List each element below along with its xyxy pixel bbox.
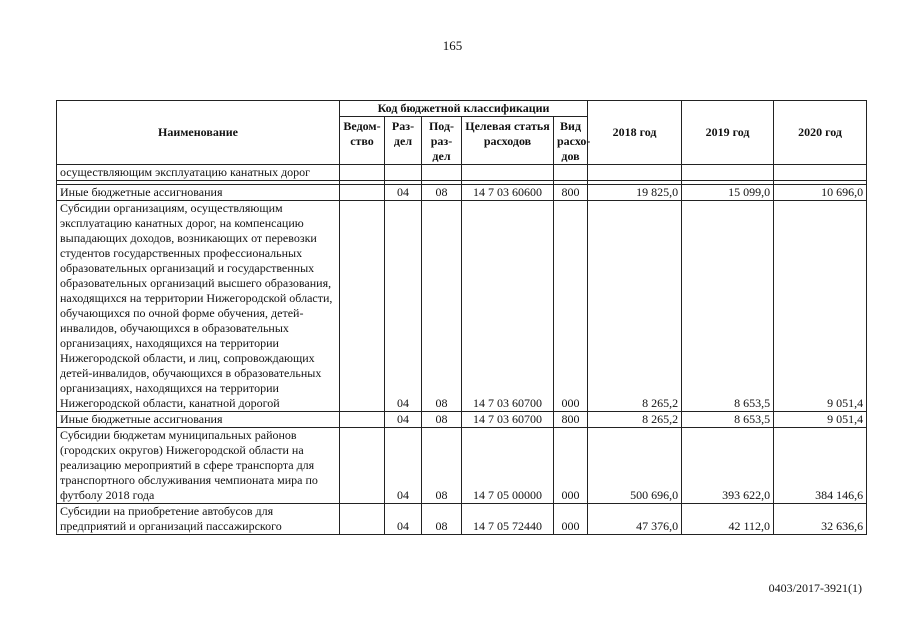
row-razdel: 04 <box>385 412 422 428</box>
row-2019: 393 622,0 <box>682 428 774 504</box>
row-vid: 800 <box>554 412 588 428</box>
row-2018: 8 265,2 <box>588 201 682 412</box>
header-2018: 2018 год <box>588 101 682 165</box>
row-name: Иные бюджетные ассигнования <box>57 412 340 428</box>
row-podrazdel: 08 <box>422 201 462 412</box>
row-tselevaya: 14 7 03 60700 <box>462 201 554 412</box>
row-2018: 19 825,0 <box>588 185 682 201</box>
row-vid: 000 <box>554 201 588 412</box>
row-name: осуществляющим эксплуатацию канатных дорог <box>57 165 340 181</box>
row-vedom <box>340 428 385 504</box>
document-code: 0403/2017-3921(1) <box>768 581 862 595</box>
row-tselevaya: 14 7 05 72440 <box>462 504 554 535</box>
header-vedom: Ведом-ство <box>340 117 385 165</box>
row-2019: 8 653,5 <box>682 201 774 412</box>
header-podrazdel: Под-раз-дел <box>422 117 462 165</box>
page-number: 165 <box>442 38 463 53</box>
row-podrazdel: 08 <box>422 412 462 428</box>
row-razdel: 04 <box>385 428 422 504</box>
row-2020: 384 146,6 <box>774 428 867 504</box>
row-podrazdel: 08 <box>422 504 462 535</box>
row-tselevaya: 14 7 03 60700 <box>462 412 554 428</box>
row-2019: 8 653,5 <box>682 412 774 428</box>
header-row-top <box>57 101 867 117</box>
row-name: Иные бюджетные ассигнования <box>57 185 340 201</box>
table-row <box>57 165 867 181</box>
header-tselevaya: Целевая статья расходов <box>462 117 554 165</box>
table-row <box>57 412 867 428</box>
row-vid: 000 <box>554 428 588 504</box>
row-2018: 8 265,2 <box>588 412 682 428</box>
row-2020: 9 051,4 <box>774 412 867 428</box>
row-name: Субсидии организациям, осуществляющим эксплуатацию канатных дорог, на компенсацию выпадающих доходов, возникающих от перевозки студентов государственных профессиональных образовательных организаций и государственных образовательных организаций высшего образования, находящихся на территории Нижегородской области, обучающихся по очной форме обучения, детей-инвалидов, обучающихся в образовательных организациях, находящихся на территории Нижегородской области, и лиц, сопровождающих детей-инвалидов, обучающихся в образовательных организациях, находящихся на территории Нижегородской области, канатной дорогой <box>57 201 340 412</box>
row-razdel: 04 <box>385 504 422 535</box>
row-tselevaya <box>462 165 554 181</box>
row-name: Субсидии бюджетам муниципальных районов (городских округов) Нижегородской области на реализацию мероприятий в сфере транспорта для транспортного обслуживания чемпионата мира по футболу 2018 года <box>57 428 340 504</box>
header-vid: Вид расхо-дов <box>554 117 588 165</box>
header-razdel: Раз-дел <box>385 117 422 165</box>
row-2020: 32 636,6 <box>774 504 867 535</box>
row-2019: 15 099,0 <box>682 185 774 201</box>
budget-table <box>56 100 867 535</box>
row-vid <box>554 165 588 181</box>
row-tselevaya: 14 7 05 00000 <box>462 428 554 504</box>
header-2019: 2019 год <box>682 101 774 165</box>
row-razdel: 04 <box>385 201 422 412</box>
row-2018: 47 376,0 <box>588 504 682 535</box>
row-2020: 10 696,0 <box>774 185 867 201</box>
row-2020 <box>774 165 867 181</box>
row-name: Субсидии на приобретение автобусов для предприятий и организаций пассажирского <box>57 504 340 535</box>
row-podrazdel: 08 <box>422 428 462 504</box>
row-tselevaya: 14 7 03 60600 <box>462 185 554 201</box>
header-2020: 2020 год <box>774 101 867 165</box>
row-vid: 800 <box>554 185 588 201</box>
table-row <box>57 428 867 504</box>
row-2019 <box>682 165 774 181</box>
table-row <box>57 201 867 412</box>
header-kbk-group: Код бюджетной классификации <box>340 101 588 117</box>
row-vedom <box>340 504 385 535</box>
header-name: Наименование <box>57 101 340 165</box>
row-2020: 9 051,4 <box>774 201 867 412</box>
row-2019: 42 112,0 <box>682 504 774 535</box>
row-2018 <box>588 165 682 181</box>
row-podrazdel <box>422 165 462 181</box>
row-razdel <box>385 165 422 181</box>
row-2018: 500 696,0 <box>588 428 682 504</box>
row-vedom <box>340 412 385 428</box>
row-podrazdel: 08 <box>422 185 462 201</box>
row-vid: 000 <box>554 504 588 535</box>
table-row <box>57 185 867 201</box>
row-razdel: 04 <box>385 185 422 201</box>
row-vedom <box>340 185 385 201</box>
table-row <box>57 504 867 535</box>
row-vedom <box>340 201 385 412</box>
row-vedom <box>340 165 385 181</box>
